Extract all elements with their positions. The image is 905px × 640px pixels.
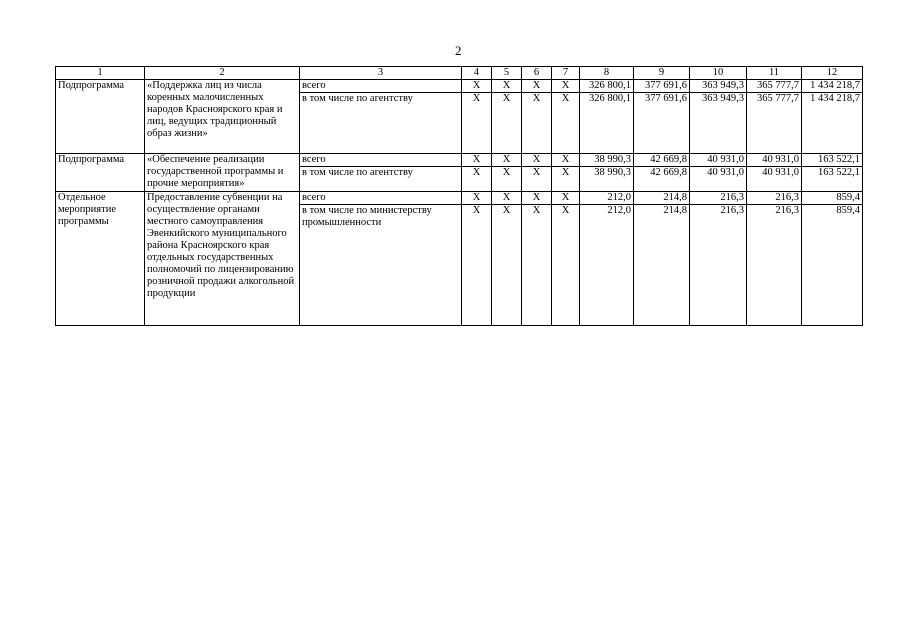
line-label-cell: в том числе по министерству промышленности — [300, 205, 462, 326]
amount-cell: 377 691,6 — [634, 93, 690, 154]
line-label-cell: в том числе по агентству — [300, 93, 462, 154]
column-number: 6 — [522, 67, 552, 80]
column-number: 12 — [802, 67, 863, 80]
column-number: 3 — [300, 67, 462, 80]
amount-cell: 216,3 — [747, 205, 802, 326]
status-cell: Подпрограмма — [56, 154, 145, 192]
amount-cell: 859,4 — [802, 205, 863, 326]
program-name-cell: «Обеспечение реализации государственной программы и прочие мероприятия» — [145, 154, 300, 192]
amount-cell: 42 669,8 — [634, 167, 690, 192]
amount-cell: 212,0 — [580, 205, 634, 326]
x-mark-cell: X — [492, 80, 522, 93]
column-number: 4 — [462, 67, 492, 80]
x-mark-cell: X — [462, 80, 492, 93]
amount-cell: 212,0 — [580, 192, 634, 205]
column-number: 11 — [747, 67, 802, 80]
x-mark-cell: X — [462, 154, 492, 167]
amount-cell: 214,8 — [634, 192, 690, 205]
status-cell: Отдельное мероприятие программы — [56, 192, 145, 326]
column-number: 10 — [690, 67, 747, 80]
line-label-cell: в том числе по агентству — [300, 167, 462, 192]
amount-cell: 363 949,3 — [690, 80, 747, 93]
x-mark-cell: X — [492, 167, 522, 192]
x-mark-cell: X — [552, 93, 580, 154]
amount-cell: 377 691,6 — [634, 80, 690, 93]
page-number: 2 — [455, 43, 462, 58]
x-mark-cell: X — [462, 93, 492, 154]
amount-cell: 40 931,0 — [747, 167, 802, 192]
table-row — [56, 80, 863, 93]
amount-cell: 326 800,1 — [580, 80, 634, 93]
column-number: 8 — [580, 67, 634, 80]
table-header-row — [56, 67, 863, 80]
column-number: 1 — [56, 67, 145, 80]
line-label-cell: всего — [300, 192, 462, 205]
amount-cell: 216,3 — [690, 205, 747, 326]
amount-cell: 365 777,7 — [747, 80, 802, 93]
amount-cell: 38 990,3 — [580, 167, 634, 192]
amount-cell: 216,3 — [747, 192, 802, 205]
column-number: 5 — [492, 67, 522, 80]
x-mark-cell: X — [522, 167, 552, 192]
amount-cell: 859,4 — [802, 192, 863, 205]
amount-cell: 42 669,8 — [634, 154, 690, 167]
x-mark-cell: X — [492, 205, 522, 326]
amount-cell: 163 522,1 — [802, 154, 863, 167]
x-mark-cell: X — [522, 192, 552, 205]
amount-cell: 214,8 — [634, 205, 690, 326]
amount-cell: 40 931,0 — [690, 167, 747, 192]
amount-cell: 1 434 218,7 — [802, 93, 863, 154]
x-mark-cell: X — [462, 205, 492, 326]
x-mark-cell: X — [462, 192, 492, 205]
amount-cell: 40 931,0 — [747, 154, 802, 167]
budget-table — [55, 66, 863, 326]
x-mark-cell: X — [552, 205, 580, 326]
amount-cell: 38 990,3 — [580, 154, 634, 167]
x-mark-cell: X — [552, 80, 580, 93]
x-mark-cell: X — [492, 154, 522, 167]
amount-cell: 1 434 218,7 — [802, 80, 863, 93]
x-mark-cell: X — [552, 154, 580, 167]
column-number: 2 — [145, 67, 300, 80]
x-mark-cell: X — [552, 167, 580, 192]
x-mark-cell: X — [522, 205, 552, 326]
x-mark-cell: X — [552, 192, 580, 205]
amount-cell: 326 800,1 — [580, 93, 634, 154]
program-name-cell: Предоставление субвенции на осуществление органами местного самоуправления Эвенкийского муниципального района Красноярского края отдельных государственных полномочий по лицензированию розничной продажи алкогольной продукции — [145, 192, 300, 326]
table-row — [56, 154, 863, 167]
status-cell: Подпрограмма — [56, 80, 145, 154]
amount-cell: 216,3 — [690, 192, 747, 205]
x-mark-cell: X — [522, 80, 552, 93]
line-label-cell: всего — [300, 80, 462, 93]
column-number: 7 — [552, 67, 580, 80]
x-mark-cell: X — [492, 93, 522, 154]
table-row — [56, 192, 863, 205]
x-mark-cell: X — [522, 154, 552, 167]
amount-cell: 365 777,7 — [747, 93, 802, 154]
column-number: 9 — [634, 67, 690, 80]
line-label-cell: всего — [300, 154, 462, 167]
x-mark-cell: X — [522, 93, 552, 154]
amount-cell: 163 522,1 — [802, 167, 863, 192]
program-name-cell: «Поддержка лиц из числа коренных малочисленных народов Красноярского края и лиц, ведущих традиционный образ жизни» — [145, 80, 300, 154]
x-mark-cell: X — [492, 192, 522, 205]
amount-cell: 363 949,3 — [690, 93, 747, 154]
x-mark-cell: X — [462, 167, 492, 192]
amount-cell: 40 931,0 — [690, 154, 747, 167]
